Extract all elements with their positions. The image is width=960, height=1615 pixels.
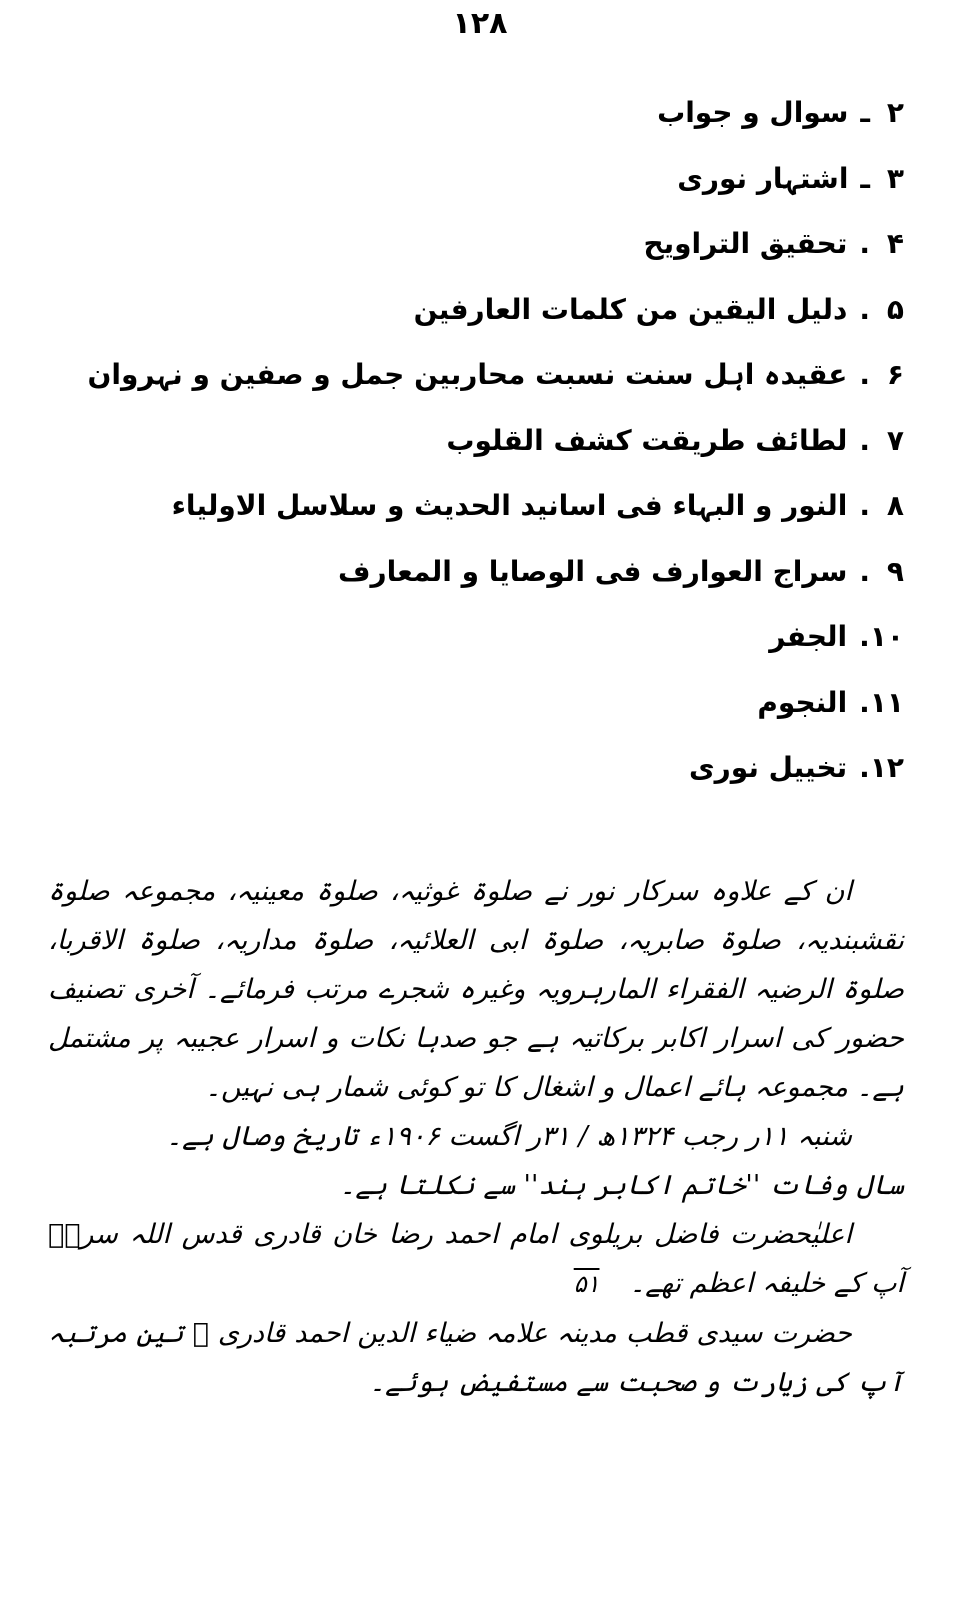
list-item — [44, 539, 904, 605]
list-item — [44, 80, 904, 146]
list-item-title: لطائف طریقت کشف القلوب — [446, 423, 848, 457]
book-list — [44, 80, 904, 801]
page-number: ۱۲۸ — [452, 6, 508, 41]
list-item — [44, 342, 904, 408]
list-item — [44, 670, 904, 736]
list-item — [44, 146, 904, 212]
list-item-separator: . — [859, 358, 870, 392]
list-item-number: ۱۰ — [869, 620, 904, 654]
list-item-number: ۸ — [886, 489, 904, 523]
list-item-separator: . — [859, 423, 870, 457]
paragraph-death-date: شنبہ ۱۱ر رجب ۱۳۲۴ھ / ۳۱ر اگست ۱۹۰۶ء تاریخ وصال ہے۔ — [166, 1121, 852, 1152]
footnote-marker: ۵۱ — [573, 1270, 600, 1298]
list-item-title: تخییل نوری — [689, 751, 848, 785]
list-item — [44, 408, 904, 474]
list-item-number: ۵ — [886, 292, 904, 326]
list-item-separator: . — [859, 489, 870, 523]
list-item-separator: . — [859, 751, 870, 785]
list-item-title: تحقیق التراویح — [643, 227, 848, 261]
list-item-separator: . — [859, 292, 870, 326]
list-item-number: ۷ — [886, 423, 904, 457]
list-item — [44, 604, 904, 670]
list-item-number: ۱۲ — [869, 751, 904, 785]
paragraph-works: ان کے علاوہ سرکار نور نے صلوۃ غوثیہ، صلوۃ معینیہ، مجموعہ صلوۃ نقشبندیہ، صلوۃ صابریہ، صلوۃ ابی العلائیہ، صلوۃ مداریہ، صلوۃ الاقربا، صلوۃ الرضیہ الفقراء المارہرویہ وغیرہ شجرے مرتب فرمائے۔ آخری تصنیف حضور کی اسرار اکابر برکاتیہ ہے جو صدہا نکات و اسرار عجیبہ پر مشتمل ہے۔ مجموعہ ہائے اعمال و اشغال کا تو کوئی شمار ہی نہیں۔ — [48, 876, 904, 1103]
list-item-title: النجوم — [757, 685, 848, 719]
list-item-separator: . — [859, 227, 870, 261]
paragraph-chronogram: سال وفات ''خاتم اکابر ہند'' سے نکلتا ہے۔ — [339, 1170, 904, 1201]
list-item-title: النور و البہاء فی اسانید الحدیث و سلاسل الاولیاء — [171, 489, 848, 523]
list-item-title: سوال و جواب — [657, 96, 849, 130]
list-item-number: ۲ — [886, 96, 904, 130]
list-item-number: ۴ — [886, 227, 904, 261]
list-item-title: دلیل الیقین من کلمات العارفین — [413, 292, 848, 326]
list-item — [44, 473, 904, 539]
paragraph-successor — [48, 1210, 904, 1309]
list-item — [44, 735, 904, 801]
list-item-title: الجفر — [769, 620, 848, 654]
list-item — [44, 277, 904, 343]
list-item — [44, 211, 904, 277]
body-text — [48, 867, 904, 1407]
list-item-separator: ـ — [860, 96, 870, 130]
list-item-title: اشتہار نوری — [677, 161, 849, 195]
list-item-title: عقیدہ اہل سنت نسبت محاربین جمل و صفین و نہروان — [87, 358, 848, 392]
list-item-separator: . — [859, 685, 870, 719]
paragraph-successor-text: اعلیٰحضرت فاضل بریلوی امام احمد رضا خان قادری قدس اللہ سرہٗ آپ کے خلیفہ اعظم تھے۔ — [48, 1219, 904, 1299]
list-item-number: ۹ — [886, 554, 904, 588]
list-item-title: سراج العوارف فی الوصایا و المعارف — [338, 554, 848, 588]
list-item-number: ۶ — [886, 358, 904, 392]
list-item-number: ۱۱ — [869, 685, 904, 719]
list-item-separator: ـ — [860, 161, 870, 195]
list-item-separator: . — [859, 554, 870, 588]
list-item-separator: . — [859, 620, 870, 654]
list-item-number: ۳ — [886, 161, 904, 195]
paragraph-visit: حضرت سیدی قطب مدینہ علامہ ضیاء الدین احمد قادری ﷫ تین مرتبہ آپ کی زیارت و صحبت سے مستفیض ہوئے۔ — [48, 1318, 904, 1398]
